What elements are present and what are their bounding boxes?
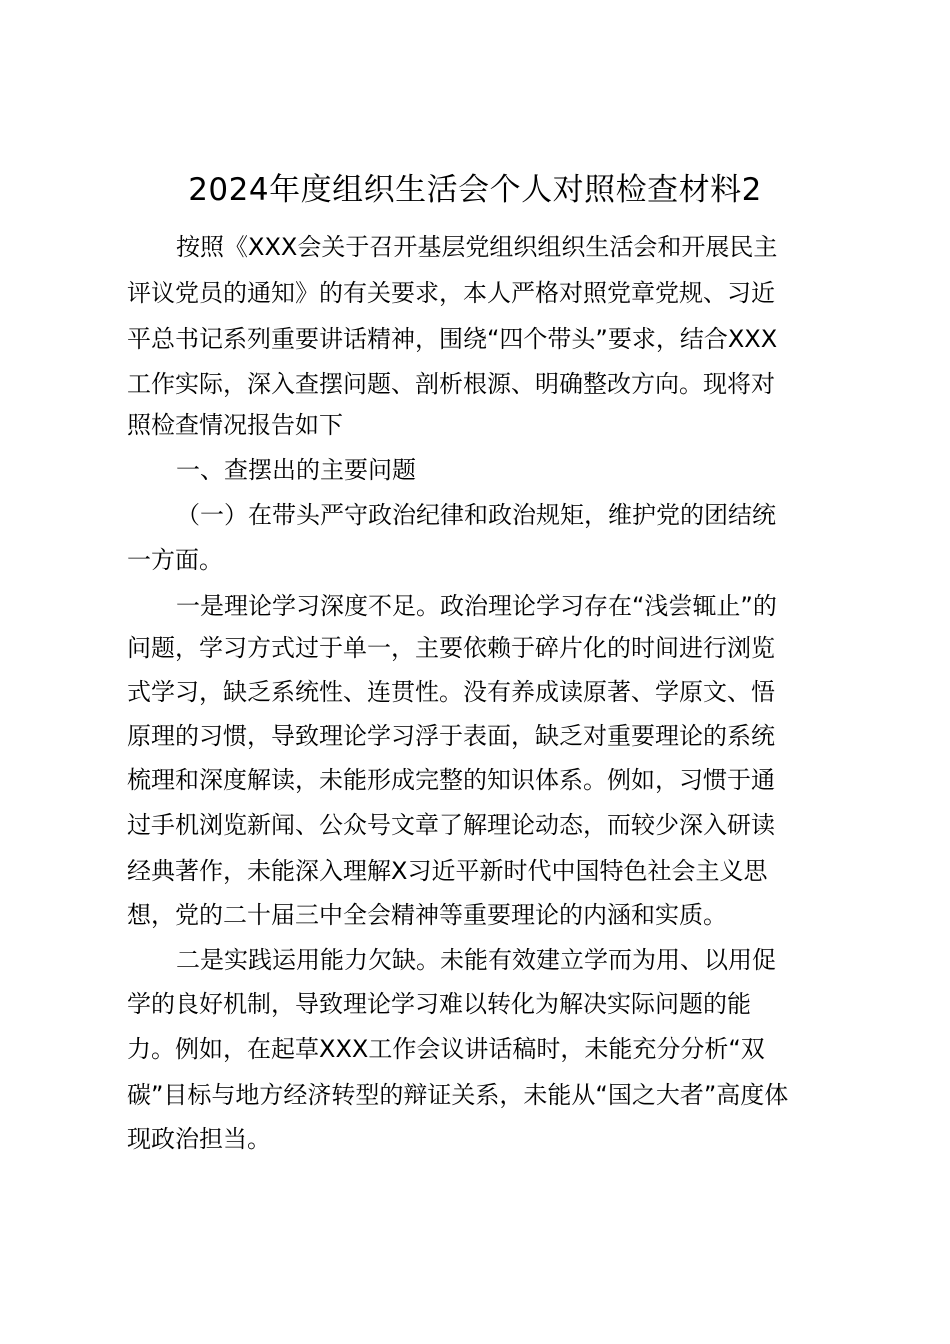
section-heading: 一、查摆出的主要问题 [176,456,416,484]
body-line: 经典著作，未能深入理解X习近平新时代中国特色社会主义思 [127,857,768,885]
subsection-heading: 一方面。 [127,546,223,574]
document-title: 2024年度组织生活会个人对照检查材料2 [188,172,762,208]
body-line: 力。例如，在起草XXX工作会议讲话稿时，未能充分分析“双 [127,1035,765,1063]
body-line: 评议党员的通知》的有关要求，本人严格对照党章党规、习近 [127,279,775,307]
body-line: 式学习，缺乏系统性、连贯性。没有养成读原著、学原文、悟 [127,678,775,706]
body-line: 现政治担当。 [127,1125,271,1153]
body-line: 按照《XXX会关于召开基层党组织组织生活会和开展民主 [176,233,778,261]
body-line: 梳理和深度解读，未能形成完整的知识体系。例如，习惯于通 [127,766,775,794]
body-line: 问题，学习方式过于单一，主要依赖于碎片化的时间进行浏览 [127,634,775,662]
body-line: 平总书记系列重要讲话精神，围绕“四个带头”要求，结合XXX [127,325,778,353]
subsection-heading: （一）在带头严守政治纪律和政治规矩，维护党的团结统 [176,501,776,529]
body-line: 工作实际，深入查摆问题、剖析根源、明确整改方向。现将对 [127,370,775,398]
body-line: 照检查情况报告如下 [127,411,343,439]
body-line: 学的良好机制，导致理论学习难以转化为解决实际问题的能 [127,990,751,1018]
body-line: 碳”目标与地方经济转型的辩证关系，未能从“国之大者”高度体 [127,1081,789,1109]
body-line: 原理的习惯，导致理论学习浮于表面，缺乏对重要理论的系统 [127,722,775,750]
body-line: 二是实践运用能力欠缺。未能有效建立学而为用、以用促 [176,946,776,974]
body-line: 过手机浏览新闻、公众号文章了解理论动态，而较少深入研读 [127,811,775,839]
body-line: 一是理论学习深度不足。政治理论学习存在“浅尝辄止”的 [176,592,777,620]
body-line: 想，党的二十届三中全会精神等重要理论的内涵和实质。 [127,901,727,929]
